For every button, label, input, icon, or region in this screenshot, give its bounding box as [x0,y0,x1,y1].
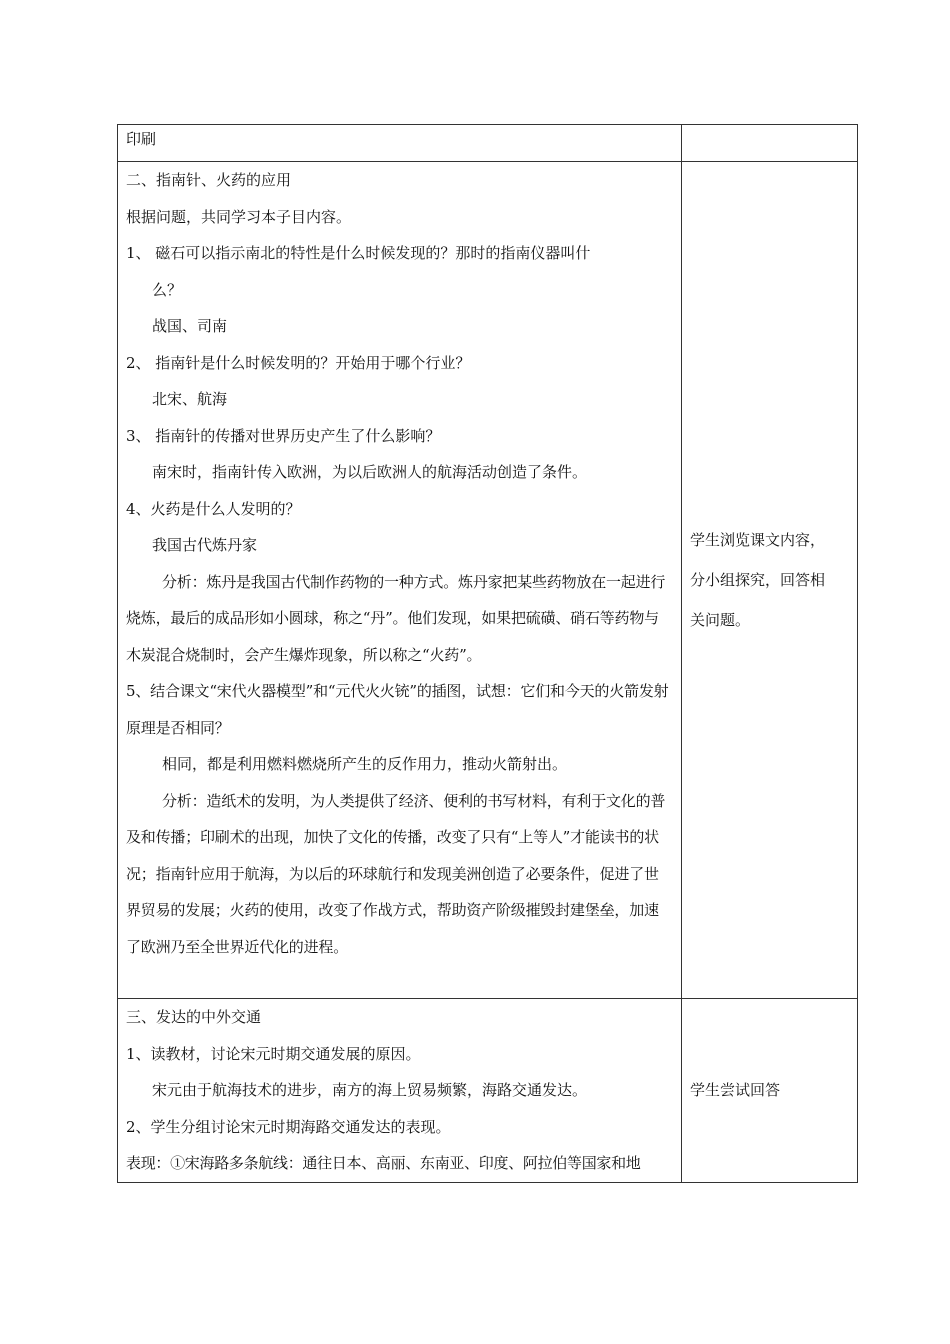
table-row [118,999,858,1183]
section-heading: 二、指南针、火药的应用 [126,171,292,189]
section-heading: 三、发达的中外交通 [126,1008,262,1026]
paragraph: 根据问题，共同学习本子目内容。 [126,207,352,226]
table-cell-side [682,162,858,999]
table-cell-side [682,125,858,162]
question: 1、 磁石可以指示南北的特性是什么时候发现的？那时的指南仪器叫什 [126,244,591,262]
side-text: 关问题。 [690,611,751,629]
answer: 战国、司南 [152,317,228,335]
analysis-paragraph: 分析：炼丹是我国古代制作药物的一种方式。炼丹家把某些药物放在一起进行烧炼，最后的成品形如小圆球，称之“丹”。他们发现，如果把硫磺、硝石等药物与木炭混合烧制时，会产生爆炸现象，所以称之“火药”。 [126,572,666,664]
question: 3、 指南针的传播对世界历史产生了什么影响？ [126,426,441,445]
table-cell-main [118,999,682,1183]
answer: 相同，都是利用燃料燃烧所产生的反作用力，推动火箭射出。 [162,755,568,773]
table-row [118,162,858,999]
table-cell-main [118,162,682,999]
paragraph: 表现：①宋海路多条航线：通往日本、高丽、东南亚、印度、阿拉伯等国家和地 [126,1154,641,1172]
question: 5、结合课文“宋代火器模型”和“元代火火铳”的插图，试想：它们和今天的火箭发射原理是否相同？ [126,682,669,737]
answer: 南宋时，指南针传入欧洲，为以后欧洲人的航海活动创造了条件。 [152,463,588,481]
table-row [118,125,858,162]
side-text: 学生浏览课文内容， [690,531,826,549]
side-text: 学生尝试回答 [690,1081,781,1100]
lesson-plan-table [117,124,858,1183]
answer: 宋元由于航海技术的进步，南方的海上贸易频繁，海路交通发达。 [152,1081,588,1099]
question: 1、读教材，讨论宋元时期交通发展的原因。 [126,1044,421,1063]
question-cont: 么？ [152,280,183,299]
table-cell-main [118,125,682,162]
question: 2、学生分组讨论宋元时期海路交通发达的表现。 [126,1117,451,1136]
answer: 北宋、航海 [152,390,228,408]
question: 2、 指南针是什么时候发明的？开始用于哪个行业？ [126,353,471,372]
question: 4、火药是什么人发明的？ [126,499,301,518]
answer: 我国古代炼丹家 [152,536,258,554]
side-text: 分小组探究，回答相 [690,571,826,589]
table-cell-side [682,999,858,1183]
analysis-paragraph: 分析：造纸术的发明，为人类提供了经济、便利的书写材料，有利于文化的普及和传播；印刷术的出现，加快了文化的传播，改变了只有“上等人”才能读书的状况；指南针应用于航海，为以后的环球航行和发现美洲创造了必要条件，促进了世界贸易的发展；火药的使用，改变了作战方式，帮助资产阶级摧毁封建堡垒，加速了欧洲乃至全世界近代化的进程。 [126,791,666,956]
cell-text: 印刷 [126,130,157,148]
